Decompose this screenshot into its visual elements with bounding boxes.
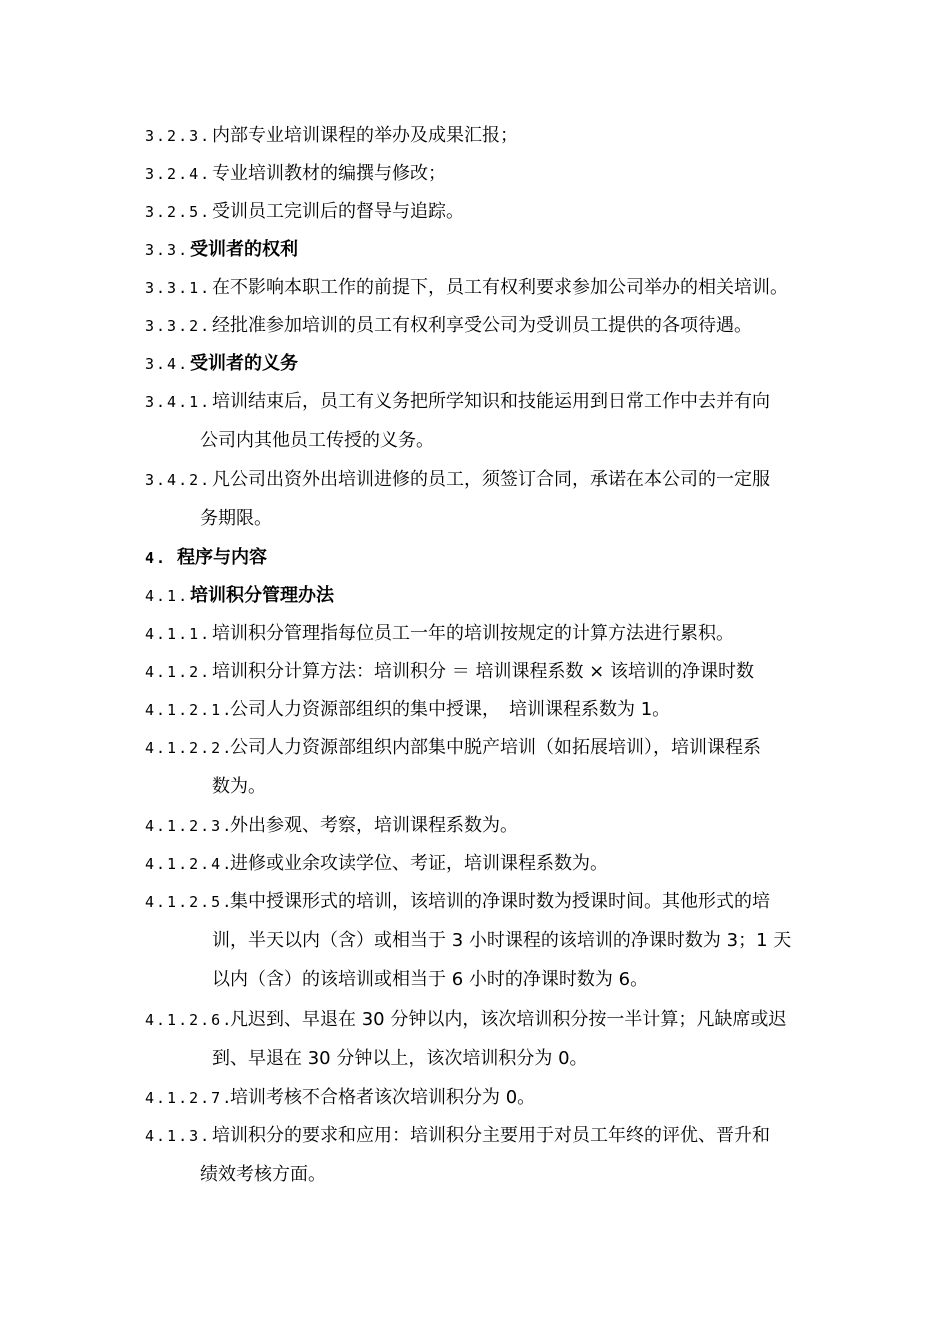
item-text: 凡迟到、早退在 30 分钟以内，该次培训积分按一半计算；凡缺席或迟 xyxy=(230,1009,787,1030)
item-text: 在不影响本职工作的前提下，员工有权利要求参加公司举办的相关培训。 xyxy=(212,277,788,298)
item-text: 专业培训教材的编撰与修改； xyxy=(212,163,446,184)
item-text: 培训积分的要求和应用：培训积分主要用于对员工年终的评优、晋升和 xyxy=(212,1125,770,1146)
item-number: 3.3.2. xyxy=(145,317,212,335)
item-text-continued: 以内（含）的该培训或相当于 6 小时的净课时数为 6。 xyxy=(212,969,649,990)
heading-number: 3.3. xyxy=(145,241,190,259)
item-number: 4.1.3. xyxy=(145,1127,212,1145)
item-number: 3.3.1. xyxy=(145,279,212,297)
heading-text: 受训者的权利 xyxy=(190,239,298,260)
item-number: 3.2.4. xyxy=(145,165,212,183)
item-text: 外出参观、考察，培训课程系数为。 xyxy=(230,815,518,836)
heading-number: 3.4. xyxy=(145,355,190,373)
item-number: 4.1.2.6. xyxy=(145,1011,234,1029)
item-text: 进修或业余攻读学位、考证，培训课程系数为。 xyxy=(230,853,608,874)
item-number: 3.2.5. xyxy=(145,203,212,221)
item-text: 培训积分计算方法：培训积分 ＝ 培训课程系数 × 该培训的净课时数 xyxy=(212,661,754,682)
item-number: 4.1.1. xyxy=(145,625,212,643)
item-text-continued: 公司内其他员工传授的义务。 xyxy=(200,430,434,451)
item-number: 4.1.2.4. xyxy=(145,855,234,873)
item-text: 公司人力资源部组织的集中授课， 培训课程系数为 1。 xyxy=(230,699,671,720)
item-text-continued: 数为。 xyxy=(212,776,266,797)
item-text-continued: 到、早退在 30 分钟以上，该次培训积分为 0。 xyxy=(212,1048,588,1069)
item-number: 4.1.2.1. xyxy=(145,701,234,719)
item-text: 培训积分管理指每位员工一年的培训按规定的计算方法进行累积。 xyxy=(212,623,734,644)
item-text: 经批准参加培训的员工有权利享受公司为受训员工提供的各项待遇。 xyxy=(212,315,752,336)
item-text: 培训结束后，员工有义务把所学知识和技能运用到日常工作中去并有向 xyxy=(212,391,770,412)
item-number: 4.1.2. xyxy=(145,663,212,681)
heading-text: 培训积分管理办法 xyxy=(190,585,334,606)
item-text: 集中授课形式的培训，该培训的净课时数为授课时间。其他形式的培 xyxy=(230,891,770,912)
heading-text: 程序与内容 xyxy=(177,547,267,568)
item-number: 4.1.2.3. xyxy=(145,817,234,835)
item-number: 3.4.1. xyxy=(145,393,212,411)
item-text: 受训员工完训后的督导与追踪。 xyxy=(212,201,464,222)
item-text: 公司人力资源部组织内部集中脱产培训（如拓展培训），培训课程系 xyxy=(230,737,761,758)
heading-number: 4. xyxy=(145,549,168,567)
item-number: 3.2.3. xyxy=(145,127,212,145)
heading-number: 4.1. xyxy=(145,587,190,605)
item-number: 3.4.2. xyxy=(145,471,212,489)
item-text: 凡公司出资外出培训进修的员工，须签订合同，承诺在本公司的一定服 xyxy=(212,469,770,490)
item-text-continued: 绩效考核方面。 xyxy=(200,1164,326,1185)
item-text: 培训考核不合格者该次培训积分为 0。 xyxy=(230,1087,536,1108)
item-text: 内部专业培训课程的举办及成果汇报； xyxy=(212,125,518,146)
item-number: 4.1.2.5. xyxy=(145,893,234,911)
heading-text: 受训者的义务 xyxy=(190,353,298,374)
item-number: 4.1.2.7. xyxy=(145,1089,234,1107)
item-text-continued: 务期限。 xyxy=(200,508,272,529)
item-text-continued: 训，半天以内（含）或相当于 3 小时课程的该培训的净课时数为 3；1 天 xyxy=(212,930,792,951)
item-number: 4.1.2.2. xyxy=(145,739,234,757)
